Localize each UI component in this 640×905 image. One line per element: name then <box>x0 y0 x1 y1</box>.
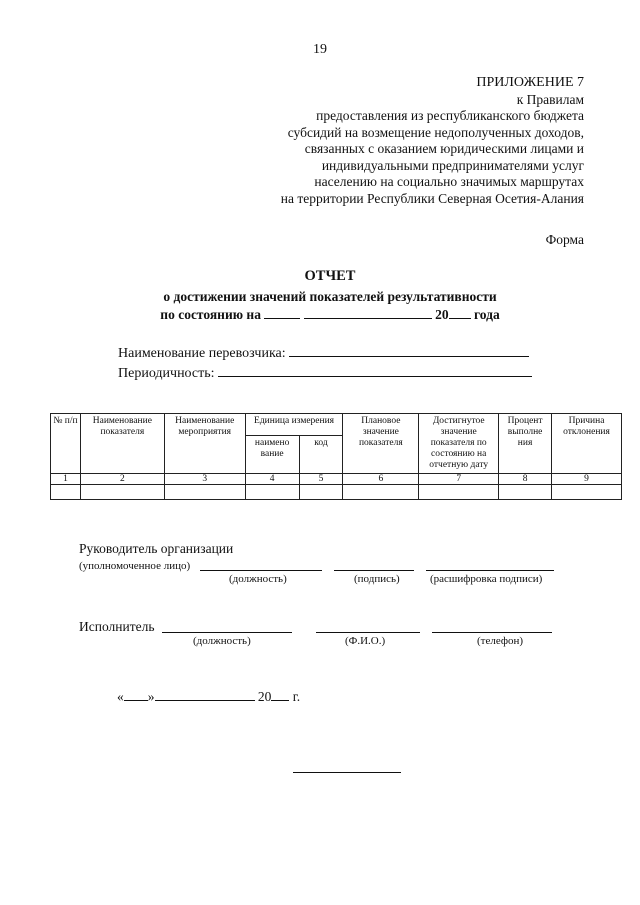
col-number: 2 <box>80 474 164 485</box>
decoding-caption: (расшифровка подписи) <box>430 573 543 585</box>
date-day-blank[interactable] <box>124 689 148 701</box>
table-cell[interactable] <box>343 485 419 500</box>
col-number: 3 <box>164 474 245 485</box>
col-number: 1 <box>51 474 81 485</box>
col-number: 5 <box>299 474 343 485</box>
col-number: 4 <box>245 474 299 485</box>
page-number: 19 <box>313 42 327 57</box>
appendix-title: ПРИЛОЖЕНИЕ 7 <box>476 75 584 90</box>
close-quote: » <box>147 689 155 704</box>
position-line[interactable] <box>200 570 322 571</box>
table-cell[interactable] <box>299 485 343 500</box>
table-cell[interactable] <box>419 485 499 500</box>
carrier-input[interactable] <box>289 345 529 357</box>
appendix-line: предоставления из республиканского бюджета <box>316 108 584 123</box>
header-reason: Причина отклонения <box>552 414 622 474</box>
year-suffix: года <box>473 307 500 322</box>
header-planned: Плановое значение показателя <box>343 414 419 474</box>
period-field <box>118 365 532 382</box>
header-unit-name: наимено вание <box>245 436 299 474</box>
appendix-line: индивидуальными предпринимателями услуг <box>321 157 584 173</box>
header-indicator: Наименование показателя <box>80 414 164 474</box>
header-activity: Наименование мероприятия <box>164 414 245 474</box>
authorized-label: (уполномоченное лицо) <box>79 560 191 572</box>
report-subtitle: о достижении значений показателей результативности <box>163 289 497 304</box>
year-blank[interactable] <box>449 307 471 319</box>
date-prefix: по состоянию на <box>160 307 261 322</box>
col-number: 7 <box>419 474 499 485</box>
header-percent: Процент выполне ния <box>499 414 552 474</box>
date-month-blank[interactable] <box>155 689 255 701</box>
date-line <box>117 689 300 705</box>
position-caption: (должность) <box>229 573 287 585</box>
col-number: 9 <box>552 474 622 485</box>
date-year-prefix: 20 <box>257 689 272 704</box>
open-quote: « <box>117 689 124 704</box>
col-number: 8 <box>499 474 552 485</box>
report-table <box>50 413 622 500</box>
day-blank[interactable] <box>264 307 300 319</box>
phone-caption: (телефон) <box>477 635 524 647</box>
report-date-line <box>0 307 640 323</box>
report-title: ОТЧЕТ <box>304 268 356 284</box>
appendix-line: связанных с оказанием юридическими лицами и <box>304 141 584 156</box>
fio-caption: (Ф.И.О.) <box>345 635 386 647</box>
appendix-block <box>281 75 584 207</box>
appendix-line: к Правилам <box>516 91 584 107</box>
table-cell[interactable] <box>80 485 164 500</box>
date-year-blank[interactable] <box>271 689 289 701</box>
table-cell[interactable] <box>245 485 299 500</box>
fio-line[interactable] <box>316 632 420 633</box>
signature-line[interactable] <box>334 570 414 571</box>
date-year-suffix: г. <box>292 689 301 704</box>
year-prefix: 20 <box>435 307 449 322</box>
header-num: № п/п <box>51 414 81 474</box>
head-label: Руководитель организации <box>79 541 234 556</box>
executor-position-line[interactable] <box>162 632 292 633</box>
appendix-line: населению на социально значимых маршрутах <box>314 174 584 189</box>
header-unit: Единица измерения <box>245 414 343 436</box>
table-cell[interactable] <box>51 485 81 500</box>
decoding-line[interactable] <box>426 570 554 571</box>
table-header-row <box>51 414 622 436</box>
header-achieved: Достигнутое значение показателя по состоянию на отчетную дату <box>419 414 499 474</box>
executor-position-caption: (должность) <box>193 635 251 647</box>
period-label: Периодичность: <box>118 366 215 381</box>
col-number: 6 <box>343 474 419 485</box>
table-cell[interactable] <box>499 485 552 500</box>
carrier-field <box>118 345 529 362</box>
appendix-line: на территории Республики Северная Осетия-Алания <box>280 190 584 206</box>
signature-caption: (подпись) <box>354 573 400 585</box>
bottom-separator <box>293 772 401 773</box>
table-row <box>51 485 622 500</box>
appendix-line: субсидий на возмещение недополученных доходов, <box>287 124 584 140</box>
table-numbers-row <box>51 474 622 485</box>
executor-label: Исполнитель <box>79 619 155 634</box>
form-label: Форма <box>545 232 584 247</box>
table-cell[interactable] <box>164 485 245 500</box>
period-input[interactable] <box>218 365 532 377</box>
header-unit-code: код <box>299 436 343 474</box>
carrier-label: Наименование перевозчика: <box>118 346 286 361</box>
phone-line[interactable] <box>432 632 552 633</box>
table-cell[interactable] <box>552 485 622 500</box>
month-blank[interactable] <box>304 307 432 319</box>
